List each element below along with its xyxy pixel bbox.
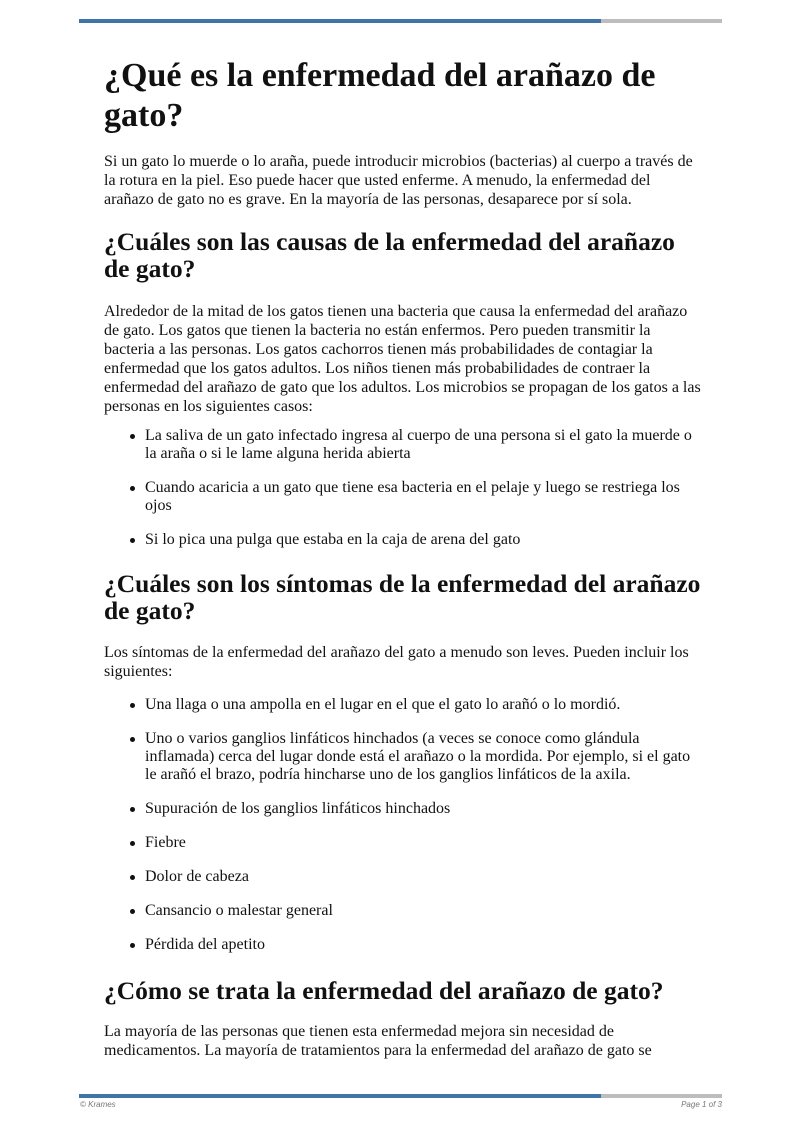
footer-bar-fill xyxy=(79,1094,601,1098)
list-item: Una llaga o una ampolla en el lugar en el que el gato lo arañó o lo mordió. xyxy=(104,696,704,714)
list-item: Dolor de cabeza xyxy=(104,868,704,886)
list-item: Si lo pica una pulga que estaba en la caja de arena del gato xyxy=(104,531,704,549)
causes-list xyxy=(104,427,704,565)
header-bar-fill xyxy=(79,19,601,23)
section-heading-causes: ¿Cuáles son las causas de la enfermedad del arañazo de gato? xyxy=(104,227,675,283)
list-item: Fiebre xyxy=(104,834,704,852)
list-item: Pérdida del apetito xyxy=(104,936,704,954)
list-item: Supuración de los ganglios linfáticos hinchados xyxy=(104,800,704,818)
section-text-causes: Alrededor de la mitad de los gatos tienen una bacteria que causa la enfermedad del arañazo de gato. Los gatos que tienen la bacteria no están enfermos. Pero pueden transmitir la bacteria a las personas. Los gatos cachorros tienen más probabilidades de contagiar la enfermedad que los gatos adultos. Los niños tienen más probabilidades de contraer la enfermedad del arañazo de gato que los adultos. Los microbios se propagan de los gatos a las personas en los siguientes casos: xyxy=(104,303,701,415)
footer-bar xyxy=(79,1094,722,1098)
list-item: Cuando acaricia a un gato que tiene esa bacteria en el pelaje y luego se restriega los ojos xyxy=(104,479,704,515)
list-item: La saliva de un gato infectado ingresa al cuerpo de una persona si el gato la muerde o la araña o si le lame alguna herida abierta xyxy=(104,427,704,463)
list-item: Uno o varios ganglios linfáticos hinchados (a veces se conoce como glándula inflamada) cerca del lugar donde está el arañazo o la mordida. Por ejemplo, si el gato le arañó el brazo, podría hincharse uno de los ganglios linfáticos de la axila. xyxy=(104,730,704,784)
footer-copyright: © Krames xyxy=(80,1100,116,1109)
intro-paragraph: Si un gato lo muerde o lo araña, puede introducir microbios (bacterias) al cuerpo a través de la rotura en la piel. Eso puede hacer que usted enferme. A menudo, la enfermedad del arañazo de gato no es grave. En la mayoría de las personas, desaparece por sí sola. xyxy=(104,153,693,208)
symptoms-list xyxy=(104,696,704,970)
list-item: Cansancio o malestar general xyxy=(104,902,704,920)
page-title: ¿Qué es la enfermedad del arañazo de gato? xyxy=(104,57,656,134)
section-heading-symptoms: ¿Cuáles son los síntomas de la enfermedad del arañazo de gato? xyxy=(104,569,701,625)
section-text-symptoms: Los síntomas de la enfermedad del arañazo del gato a menudo son leves. Pueden incluir los siguientes: xyxy=(104,644,689,680)
header-bar xyxy=(79,19,722,23)
section-heading-treatment: ¿Cómo se trata la enfermedad del arañazo de gato? xyxy=(104,976,664,1005)
section-text-treatment: La mayoría de las personas que tienen esta enfermedad mejora sin necesidad de medicamentos. La mayoría de tratamientos para la enfermedad del arañazo de gato se xyxy=(104,1023,652,1059)
footer-page-number: Page 1 of 3 xyxy=(681,1100,722,1109)
